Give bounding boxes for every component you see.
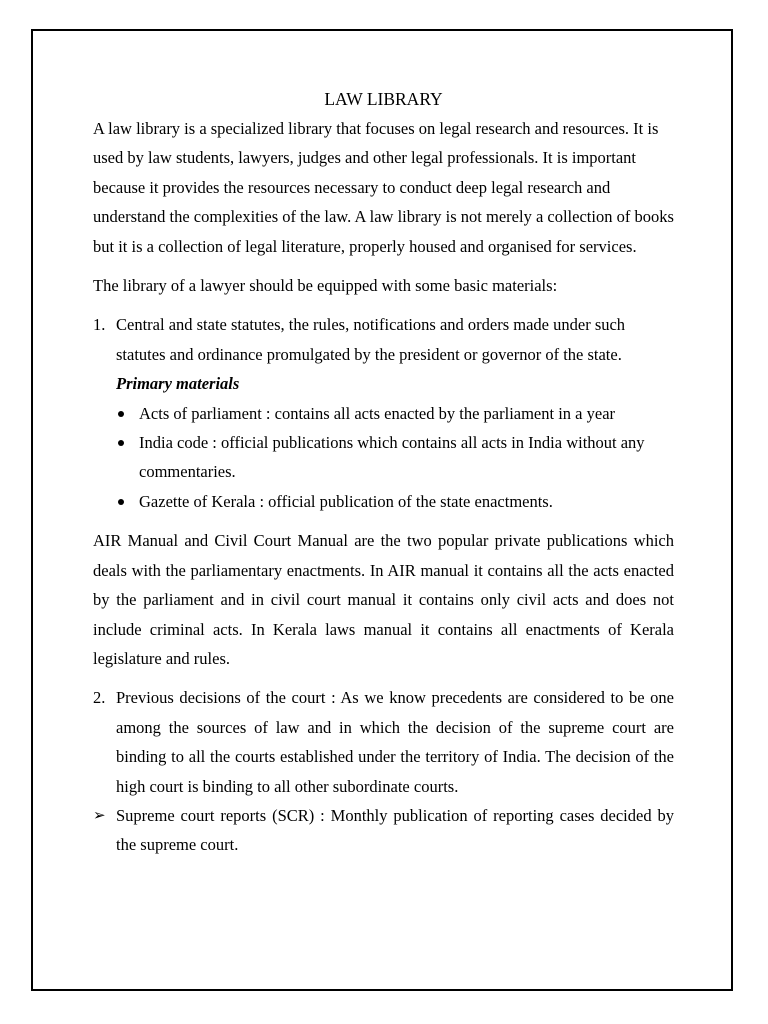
list-item xyxy=(116,487,674,516)
item-1-text: Central and state statutes, the rules, notifications and orders made under such statutes and ordinance promulgated by the president or governor of the state. xyxy=(116,315,626,364)
intro-paragraph: A law library is a specialized library that focuses on legal research and resources. It is used by law students, lawyers, judges and other legal professionals. It is important because it provides the resources necessary to conduct deep legal research and understand the complexities of the law. A law library is not merely a collection of books but it is a collection of legal literature, properly housed and organised for services. xyxy=(93,119,674,256)
numbered-item-1 xyxy=(93,310,674,516)
bullet-icon xyxy=(116,487,139,516)
item-2-text: Previous decisions of the court : As we know precedents are considered to be one among the sources of law and in which the decision of the supreme court are binding to all the courts established under the territory of India. The decision of the high court is binding to all other subordinate courts. xyxy=(116,688,674,796)
list-item-text: Gazette of Kerala : official publication of the state enactments. xyxy=(139,491,553,511)
list-item xyxy=(116,399,674,428)
document-body xyxy=(93,84,674,860)
manual-paragraph: AIR Manual and Civil Court Manual are the two popular private publications which deals with the parliamentary enactments. In AIR manual it contains all the acts enacted by the parliament and in civil court manual it contains only civil acts and does not include criminal acts. In Kerala laws manual it contains all enactments of Kerala legislature and rules. xyxy=(93,531,674,668)
arrow-item-text: Supreme court reports (SCR) : Monthly publication of reporting cases decided by the supreme court. xyxy=(116,805,674,855)
bullet-icon xyxy=(116,428,139,487)
primary-materials-heading: Primary materials xyxy=(116,374,240,394)
arrow-list-item xyxy=(93,801,674,860)
numbered-item-body xyxy=(116,310,674,516)
numbered-item-body xyxy=(116,683,674,801)
list-item-text: India code : official publications which contains all acts in India without any commentaries. xyxy=(139,433,645,482)
numbered-item-2 xyxy=(93,683,674,801)
list-item xyxy=(116,428,674,487)
item-number: 1. xyxy=(93,315,106,335)
arrow-bullet-icon: ➢ xyxy=(93,805,106,824)
list-item-text: Acts of parliament : contains all acts enacted by the parliament in a year xyxy=(139,403,616,423)
bullet-icon xyxy=(116,399,139,428)
document-title: LAW LIBRARY xyxy=(324,89,443,109)
lead-in-paragraph: The library of a lawyer should be equipped with some basic materials: xyxy=(93,276,558,296)
primary-materials-list xyxy=(116,399,674,517)
item-number: 2. xyxy=(93,688,106,708)
